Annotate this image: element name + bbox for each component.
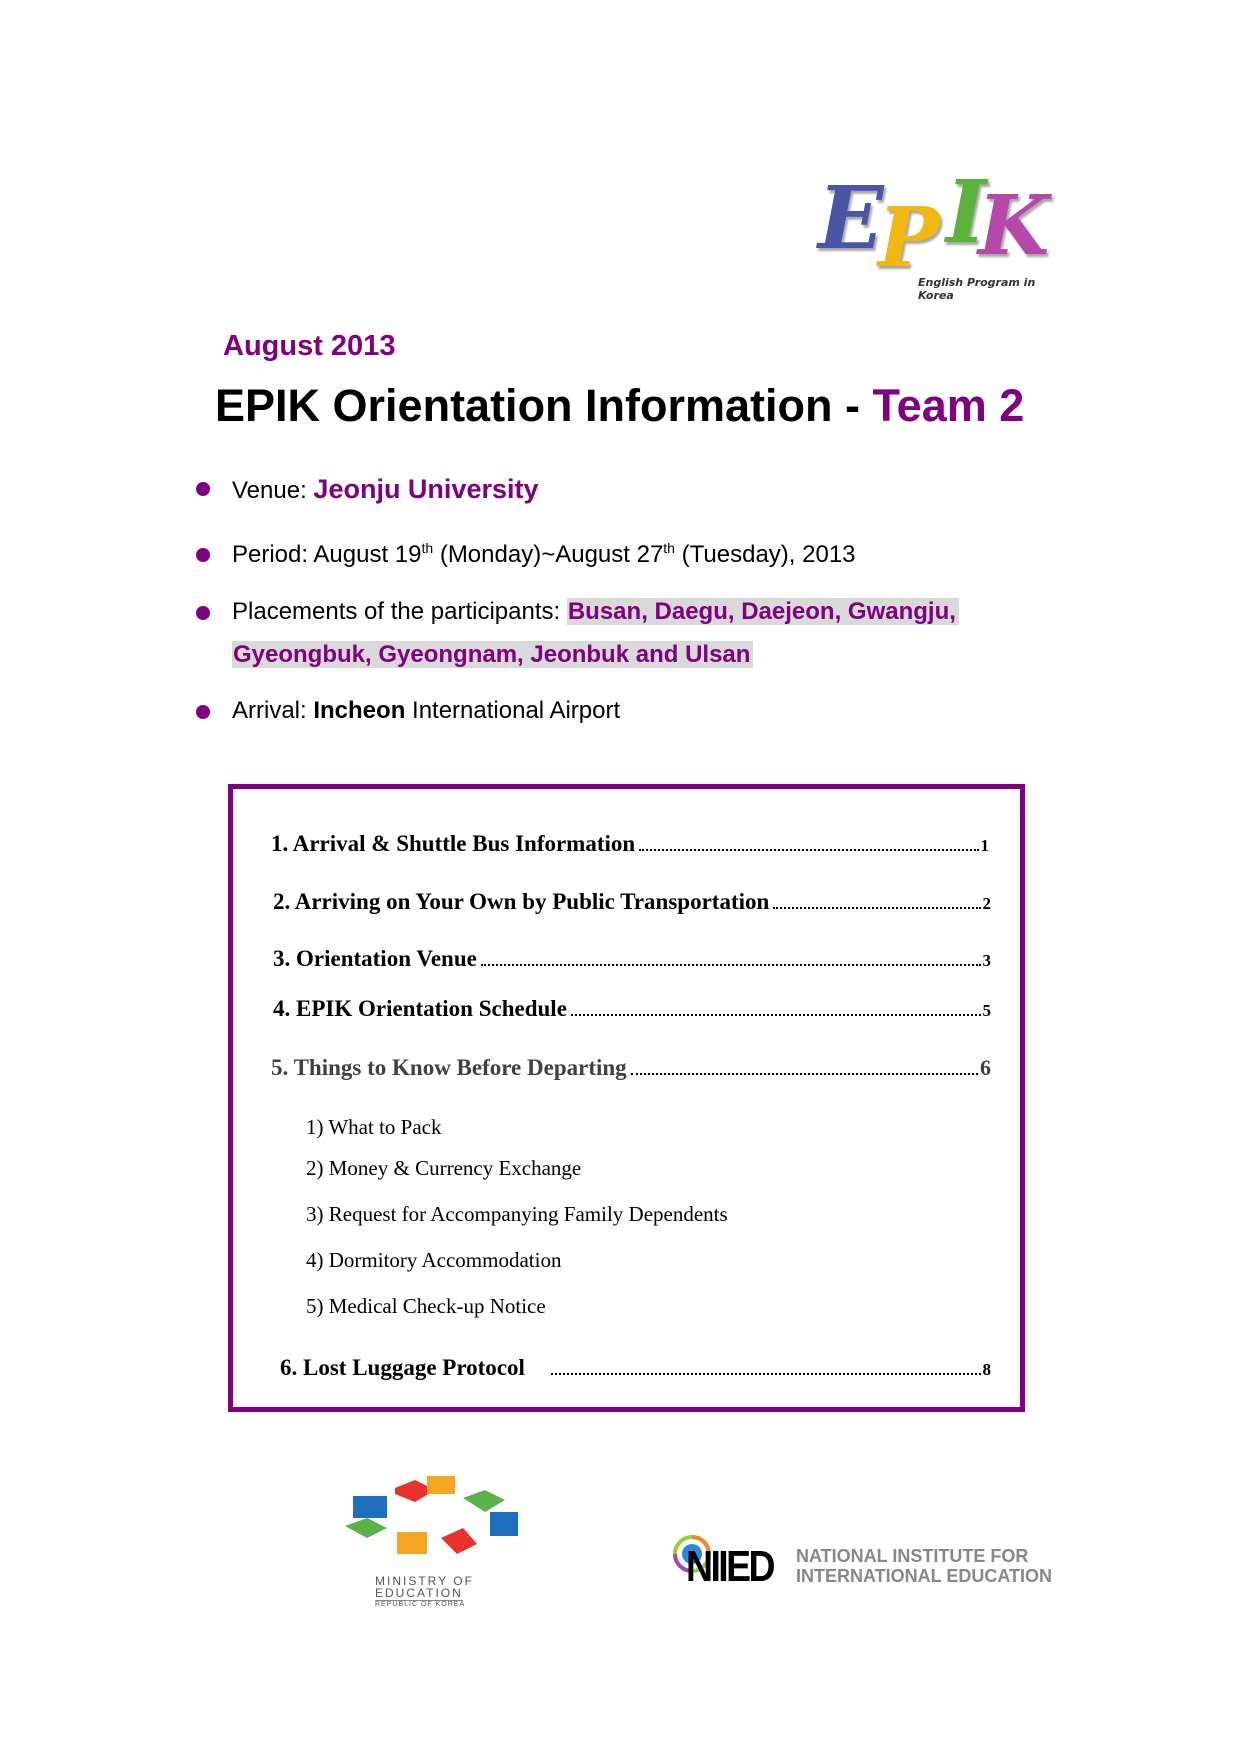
page-title-text: EPIK Orientation Information -: [215, 380, 873, 431]
bullet-icon: [196, 548, 210, 562]
venue-value: Jeonju University: [313, 474, 539, 504]
epik-logo-letter-k: K: [978, 178, 1050, 274]
ministry-of-education-logo: [345, 1470, 535, 1610]
arrival-airport-bold: Incheon: [313, 697, 406, 724]
ministry-emblem-icon: [345, 1470, 535, 1570]
epik-logo-tagline: English Program in Korea: [918, 276, 1036, 302]
toc-item[interactable]: 4. EPIK Orientation Schedule 5: [273, 996, 991, 1021]
toc-item[interactable]: 1. Arrival & Shuttle Bus Information 1: [271, 831, 989, 856]
epik-logo-letter-p: P: [878, 190, 940, 286]
ministry-line2: EDUCATION: [375, 1586, 463, 1600]
bullet-icon: [196, 606, 210, 620]
toc-item[interactable]: 6. Lost Luggage Protocol 8: [280, 1355, 991, 1380]
toc-subitem[interactable]: 4) Dormitory Accommodation: [306, 1248, 562, 1272]
table-of-contents: [228, 784, 1025, 1412]
toc-item[interactable]: 2. Arriving on Your Own by Public Transportation 2: [273, 889, 991, 914]
arrival-airport-rest: International Airport: [405, 697, 621, 724]
bullet-icon: [196, 482, 210, 496]
toc-subitem[interactable]: 5) Medical Check-up Notice: [306, 1294, 546, 1318]
date-heading: August 2013: [223, 330, 396, 362]
niied-mark: NIIED: [686, 1542, 774, 1591]
toc-item[interactable]: 5. Things to Know Before Departing 6: [271, 1055, 991, 1080]
epik-logo-letter-e: E: [818, 168, 884, 269]
period-text: Period: August 19th (Monday)~August 27th (Tuesday), 2013: [232, 540, 856, 568]
niied-line2: INTERNATIONAL EDUCATION: [796, 1566, 1052, 1586]
toc-subitem[interactable]: 3) Request for Accompanying Family Dependents: [306, 1202, 728, 1226]
placements-line2: Gyeongbuk, Gyeongnam, Jeonbuk and Ulsan: [232, 641, 753, 668]
placements-label: Placements of the participants:: [232, 598, 567, 625]
ministry-line3: REPUBLIC OF KOREA: [375, 1601, 466, 1608]
toc-item[interactable]: 3. Orientation Venue 3: [273, 946, 991, 971]
epik-logo: [818, 162, 1070, 302]
arrival-label: Arrival:: [232, 697, 314, 724]
bullet-icon: [196, 705, 210, 719]
venue-label: Venue:: [232, 477, 314, 504]
page-title: [215, 380, 1024, 432]
toc-subitem[interactable]: 1) What to Pack: [306, 1115, 442, 1139]
team-label: Team 2: [872, 380, 1025, 431]
niied-logo: [672, 1530, 1072, 1600]
toc-subitem[interactable]: 2) Money & Currency Exchange: [306, 1156, 582, 1180]
placements-line1: Busan, Daegu, Daejeon, Gwangju,: [567, 598, 959, 625]
ministry-line1: MINISTRY OF: [375, 1574, 474, 1588]
epik-logo-letter-i: I: [946, 162, 987, 263]
niied-line1: NATIONAL INSTITUTE FOR: [796, 1546, 1029, 1566]
